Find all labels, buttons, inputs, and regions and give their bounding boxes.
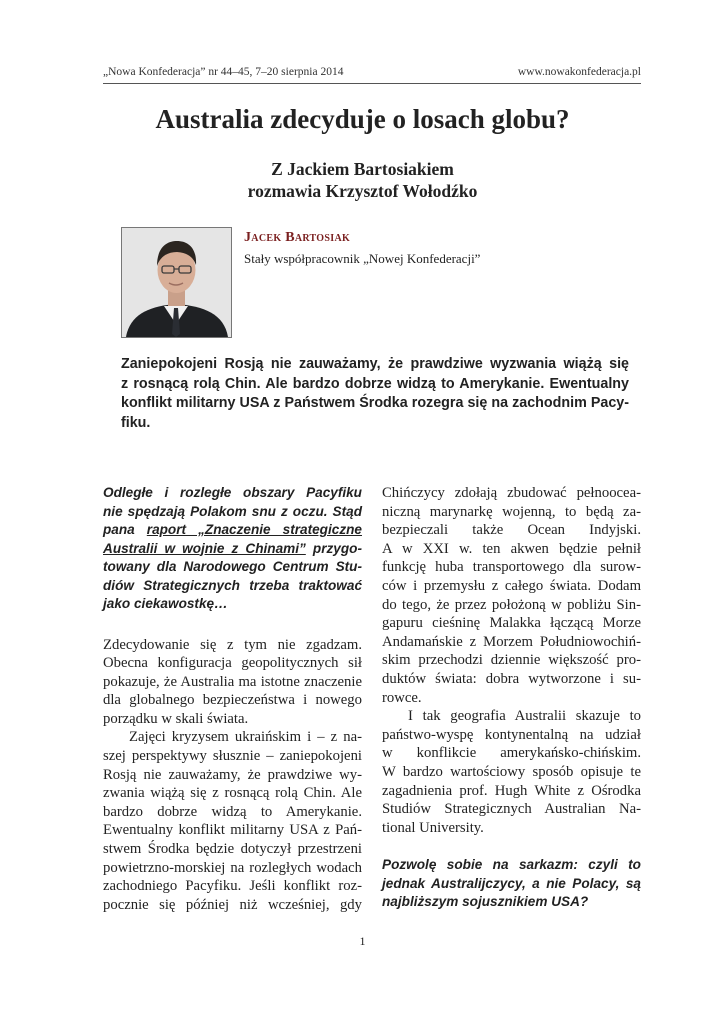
text-line: zagadnienia prof. Hugh White z Ośrodka	[382, 782, 641, 799]
lead-line: z rosnącą rolą Chin. Ale bardzo dobrze widzą to Amerykanie. Ewentualny	[121, 375, 629, 392]
question-line: nie spędzają Polakom snu z oczu. Stąd	[103, 503, 362, 519]
text-line: dla globalnego bezpieczeństwa i nowego	[103, 692, 362, 709]
text-line: bardzo dobrze widzą to Amerykanie.	[103, 803, 362, 820]
text-line: niczną marynarkę wojenną, to będą za-	[382, 503, 641, 520]
answer-paragraph	[103, 728, 362, 914]
subtitle-line: Z Jackiem Bartosiakiem	[271, 159, 454, 179]
text-line: W bardzo wartościowy sposób opisuje te	[382, 763, 641, 780]
left-column	[103, 484, 362, 914]
question-text: przygo-	[312, 540, 362, 556]
question-line: jako ciekawostkę…	[103, 596, 228, 611]
text-line: tional University.	[382, 819, 484, 836]
text-line: pokazuje, że Australia ma istotne znaczenie	[103, 673, 362, 690]
lead-line: Zaniepokojeni Rosją nie zauważamy, że prawdziwe wyzwania wiążą się	[121, 356, 629, 372]
question-line: Pozwolę sobie na sarkazm: czyli to	[382, 857, 641, 873]
author-name: Jacek Bartosiak	[244, 230, 351, 245]
subtitle-line: rozmawia Krzysztof Wołodźko	[247, 181, 478, 201]
text-line: Studiów Strategicznych Australian Na-	[382, 801, 641, 818]
text-line: Obecna konfiguracja geopolitycznych sił	[103, 655, 362, 672]
text-line: szej perspektywy słusznie – zaniepokojeni	[103, 748, 362, 765]
text-line: Rosją nie zauważamy, że prawdziwe wy-	[103, 766, 362, 783]
text-line: duktów świata: dobra wytworzone i su-	[382, 670, 641, 687]
answer-paragraph	[382, 484, 641, 707]
report-link-continued[interactable]: Australii w wojnie z Chinami”	[103, 540, 306, 556]
text-line: rowce.	[382, 689, 422, 706]
question-text: pana	[103, 522, 135, 537]
text-line: Zajęci kryzysem ukraińskim i – z na-	[129, 729, 362, 746]
question-line	[103, 521, 362, 540]
website-url[interactable]: www.nowakonfederacja.pl	[517, 66, 641, 78]
article-subtitle	[0, 158, 725, 202]
text-line: Zdecydowanie się z tym nie zgadzam.	[103, 636, 362, 653]
text-line: Ewentualny konflikt militarny USA z Pań-	[103, 822, 362, 839]
answer-paragraph	[103, 636, 362, 729]
text-line: porządku w skali świata.	[103, 710, 249, 727]
question-line	[103, 540, 362, 559]
running-header	[103, 66, 641, 78]
text-line: A w XXI w. ten akwen będzie pełnił	[382, 540, 641, 557]
article-title: Australia zdecyduje o losach globu?	[155, 104, 570, 134]
text-line: skim przechodzi dziennie większość pro-	[382, 652, 641, 669]
text-line: gapuru cieśninę Malakka łączącą Morze	[382, 615, 641, 632]
header-divider	[103, 83, 641, 84]
question-line: Odległe i rozległe obszary Pacyfiku	[103, 485, 362, 500]
question-line: najbliższym sojusznikiem USA?	[382, 894, 589, 910]
text-line: zachodniego Pacyfiku. Jeśli konflikt roz-	[103, 878, 362, 895]
text-line: zwania wiążą się z rosnącą rolą Chin. Ale	[103, 785, 362, 802]
text-line: Chińczycy zdołają zbudować pełnoocea-	[382, 485, 641, 501]
text-line: powietrzno-morskiej na rozległych wodach	[103, 859, 362, 876]
author-portrait-image	[122, 228, 231, 337]
interview-question	[382, 856, 641, 912]
question-line: towany dla Narodowego Centrum Stu-	[103, 559, 362, 574]
text-line: w konflikcie amerykańsko-chińskim.	[382, 745, 641, 762]
text-line: stwem Środka będzie dotyczył przestrzeni	[103, 841, 362, 858]
text-line: bezpieczali także Ocean Indyjski.	[382, 522, 641, 539]
text-line: I tak geografia Australii skazuje to	[408, 708, 641, 725]
question-line: diów Strategicznych trzeba traktować	[103, 577, 362, 593]
article-lead	[121, 355, 629, 433]
interview-question	[103, 484, 362, 614]
right-column	[382, 484, 641, 912]
question-line: jednak Australijczycy, a nie Polacy, są	[382, 875, 641, 891]
text-line: ców i przemysłu z całego świata. Dodam	[382, 577, 641, 594]
issue-info: „Nowa Konfederacja” nr 44–45, 7–20 sierpnia 2014	[103, 66, 344, 78]
text-line: do tego, że przez położoną w pobliżu Sin-	[382, 596, 641, 613]
lead-line: fiku.	[121, 414, 151, 431]
text-line: funkcję huba transportowego dla surow-	[382, 559, 641, 576]
text-line: państwo-wyspę kontynentalną na udział	[382, 726, 641, 743]
report-link[interactable]: raport „Znaczenie strategiczne	[146, 522, 362, 537]
text-line: pocznie się później niż wcześniej, gdy	[103, 896, 362, 913]
text-line: Andamańskie z Morzem Południowochiń-	[382, 633, 641, 650]
author-role: Stały współpracownik „Nowej Konfederacji”	[244, 251, 481, 266]
author-photo	[121, 227, 232, 338]
lead-line: konflikt militarny USA z Państwem Środka rozegra się na zachodnim Pacy-	[121, 395, 629, 411]
page-number: 1	[359, 934, 366, 948]
answer-paragraph	[382, 707, 641, 837]
